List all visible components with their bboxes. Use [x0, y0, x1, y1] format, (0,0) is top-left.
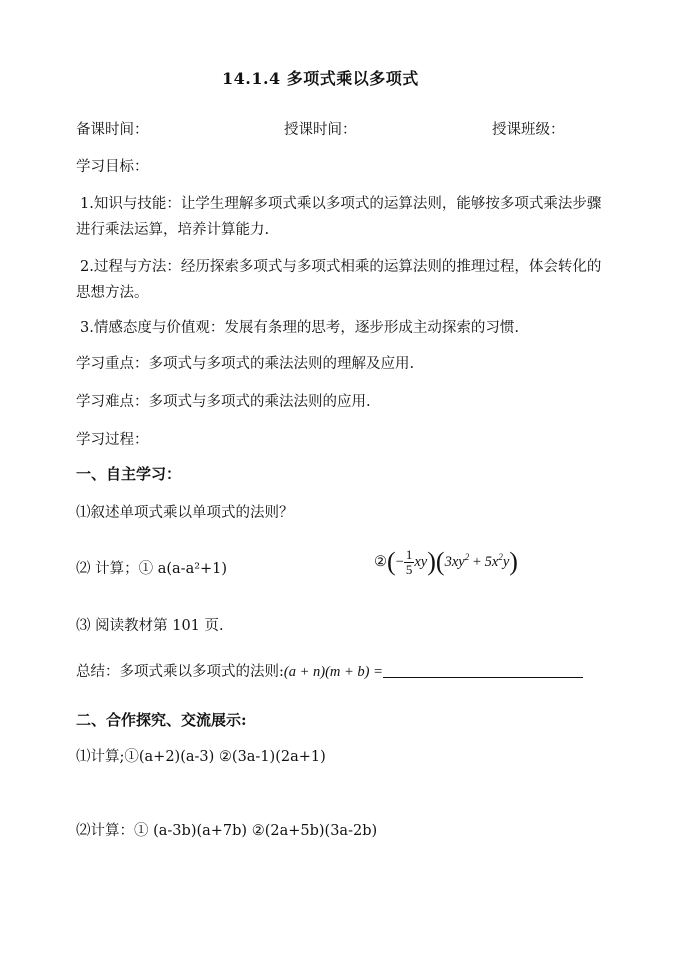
class-label: 授课班级：	[492, 122, 565, 138]
xy-term: xy	[414, 554, 428, 570]
question-1: ⑴叙述单项式乘以单项式的法则？	[76, 505, 294, 521]
exponent-2: 2	[498, 552, 503, 563]
minus-sign: −	[395, 554, 404, 570]
fraction	[404, 548, 415, 577]
answer-blank	[383, 663, 583, 678]
term-1: 3xy	[444, 554, 465, 570]
term-2-var: y	[502, 554, 510, 570]
section-2-question-1: ⑴计算;①(a+2)(a-3) ②(3a-1)(2a+1)	[76, 749, 326, 765]
term-2-coef: 5x	[484, 554, 499, 570]
teach-time-label: 授课时间：	[284, 122, 357, 138]
plus-sign: +	[472, 554, 482, 570]
circle-2-marker: ②	[374, 554, 387, 570]
fraction-denominator: 5	[405, 562, 413, 578]
section-2-question-2: ⑵计算：① (a-3b)(a+7b) ②(2a+5b)(3a-2b)	[76, 823, 378, 839]
objective-3: 3.情感态度与价值观：发展有条理的思考，逐步形成主动探索的习惯.	[80, 320, 519, 336]
summary	[76, 660, 583, 681]
question-3: ⑶ 阅读教材第 101 页.	[76, 618, 224, 634]
difficulty: 学习难点：多项式与多项式的乘法法则的应用.	[76, 394, 371, 410]
objective-1-line-2: 进行乘法运算，培养计算能力.	[76, 222, 270, 238]
prep-time-label: 备课时间：	[76, 122, 149, 138]
objective-1-line-1: 1.知识与技能：让学生理解多项式乘以多项式的运算法则，能够按多项式乘法步骤	[80, 196, 602, 212]
question-2-part-2: ②(− $\frac{1}{5}$ $xy)(3xy^2 + 5x^2y)$	[374, 547, 518, 578]
summary-label: 总结：多项式乘以多项式的法则:	[76, 664, 284, 680]
key-point: 学习重点：多项式与多项式的乘法法则的理解及应用.	[76, 356, 415, 372]
question-2-part-1: ⑵ 计算；① a(a-a²+1)	[76, 561, 228, 577]
fraction-numerator: 1	[405, 547, 413, 563]
summary-expression: (a + n)(m + b) =	[283, 664, 383, 680]
section-1-heading: 一、自主学习：	[76, 465, 182, 483]
exponent-1: 2	[464, 552, 470, 563]
objective-2-line-1: 2.过程与方法：经历探索多项式与多项式相乘的运算法则的推理过程，体会转化的	[80, 259, 602, 275]
page-title: 14.1.4 多项式乘以多项式	[222, 69, 419, 88]
objective-2-line-2: 思想方法。	[76, 285, 149, 301]
process-label: 学习过程：	[76, 432, 149, 448]
objectives-label: 学习目标：	[76, 159, 149, 175]
section-2-heading: 二、合作探究、交流展示:	[76, 711, 247, 729]
